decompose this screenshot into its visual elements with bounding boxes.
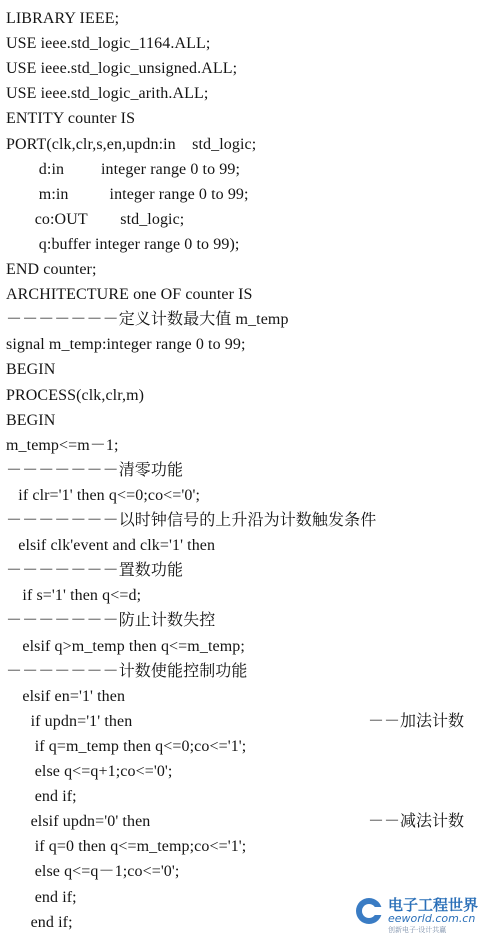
code-line: elsif updn='0' then bbox=[6, 813, 151, 831]
code-line: q:buffer integer range 0 to 99); bbox=[6, 235, 240, 253]
code-line: BEGIN bbox=[6, 411, 56, 429]
code-line: signal m_temp:integer range 0 to 99; bbox=[6, 336, 246, 354]
code-line: －－－－－－－置数功能 bbox=[6, 562, 184, 580]
code-line: USE ieee.std_logic_1164.ALL; bbox=[6, 35, 211, 53]
code-line: PROCESS(clk,clr,m) bbox=[6, 386, 145, 404]
code-line: PORT(clk,clr,s,en,updn:in std_logic; bbox=[6, 135, 257, 153]
code-line: －－－－－－－定义计数最大值 m_temp bbox=[6, 311, 289, 329]
code-comment: －－加法计数 bbox=[368, 712, 465, 730]
code-line: if updn='1' then bbox=[6, 712, 133, 730]
watermark-title: 电子工程世界 bbox=[388, 896, 479, 914]
code-line: －－－－－－－计数使能控制功能 bbox=[6, 662, 248, 680]
code-line: end if; bbox=[6, 913, 73, 931]
code-line: m:in integer range 0 to 99; bbox=[6, 185, 249, 203]
code-line: ENTITY counter IS bbox=[6, 110, 136, 128]
code-line: if q=0 then q<=m_temp;co<='1'; bbox=[6, 838, 247, 856]
code-line: LIBRARY IEEE; bbox=[6, 10, 120, 27]
code-line: USE ieee.std_logic_unsigned.ALL; bbox=[6, 60, 238, 78]
code-line: m_temp<=m－1; bbox=[6, 436, 119, 454]
code-line: ARCHITECTURE one OF counter IS bbox=[6, 286, 253, 304]
code-line: d:in integer range 0 to 99; bbox=[6, 160, 241, 178]
code-line: if s='1' then q<=d; bbox=[6, 587, 142, 605]
code-line: end if; bbox=[6, 888, 77, 906]
code-line: co:OUT std_logic; bbox=[6, 210, 185, 228]
code-line: －－－－－－－防止计数失控 bbox=[6, 612, 216, 630]
code-line: end if; bbox=[6, 788, 77, 806]
watermark-logo bbox=[354, 894, 480, 934]
watermark-slogan: 创新电子·设计共赢 bbox=[388, 926, 447, 934]
code-line: －－－－－－－清零功能 bbox=[6, 461, 184, 479]
eeworld-logo-icon bbox=[354, 896, 384, 926]
code-line: END counter; bbox=[6, 261, 97, 278]
code-line: elsif clk'event and clk='1' then bbox=[6, 537, 216, 555]
code-line: if q=m_temp then q<=0;co<='1'; bbox=[6, 737, 247, 755]
code-line: else q<=q+1;co<='0'; bbox=[6, 763, 173, 780]
code-line: USE ieee.std_logic_arith.ALL; bbox=[6, 85, 209, 103]
code-line: if clr='1' then q<=0;co<='0'; bbox=[6, 486, 201, 504]
code-line: －－－－－－－以时钟信号的上升沿为计数触发条件 bbox=[6, 512, 377, 529]
code-line: else q<=q－1;co<='0'; bbox=[6, 863, 180, 881]
code-comment: －－减法计数 bbox=[368, 813, 465, 831]
code-line: elsif en='1' then bbox=[6, 687, 126, 705]
code-line: elsif q>m_temp then q<=m_temp; bbox=[6, 637, 245, 655]
code-line: BEGIN bbox=[6, 361, 56, 379]
watermark-url: eeworld.com.cn bbox=[388, 912, 476, 925]
